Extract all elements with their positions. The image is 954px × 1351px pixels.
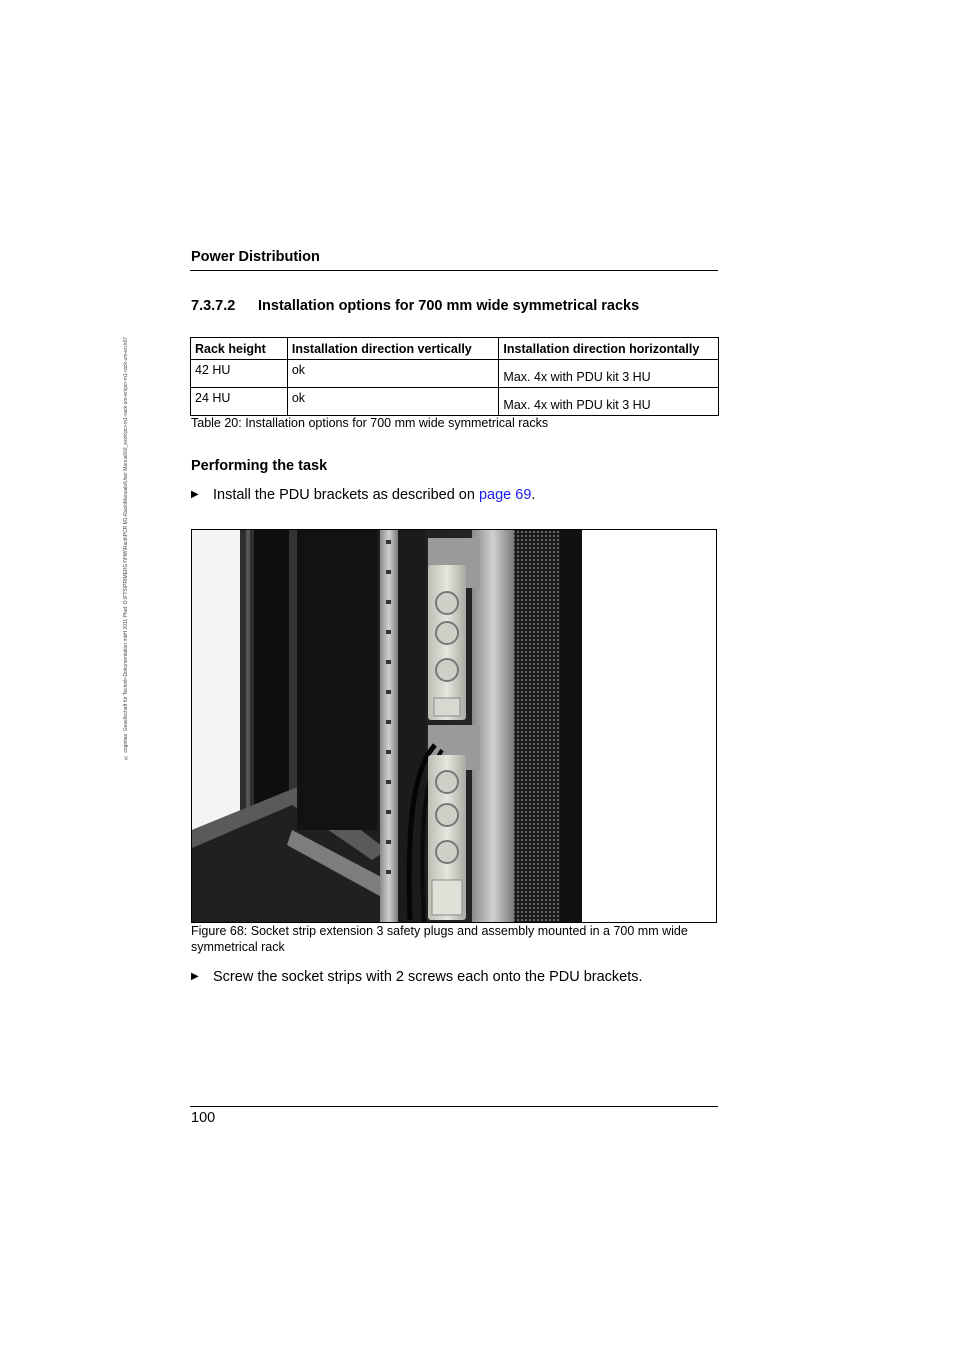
table-cell: ok <box>287 360 499 388</box>
step-text: Install the PDU brackets as described on <box>213 487 479 503</box>
table-cell: 42 HU <box>191 360 288 388</box>
footer-rule <box>190 1106 718 1107</box>
bullet-arrow-icon: ▶ <box>191 489 199 500</box>
step-screw-strips <box>191 969 643 985</box>
bullet-arrow-icon: ▶ <box>191 971 199 982</box>
side-path-note: © cognitas. Gesellschaft für Technik-Dokumentation mbH 2011 Pfad: O:\FTS\PRIMERGY\HW\Rack\PCR M1-Rack\Manuals\User Manual\02_work\pcr-m1-rack-um-en\pcr-m1-rack-um-en.k07 <box>123 336 129 760</box>
section-title: Installation options for 700 mm wide symmetrical racks <box>258 298 640 314</box>
header-rule <box>190 270 718 271</box>
table-cell: Max. 4x with PDU kit 3 HU <box>499 388 719 416</box>
table-row <box>191 360 719 388</box>
table-header-cell: Installation direction horizontally <box>499 338 719 360</box>
table-cell: 24 HU <box>191 388 288 416</box>
running-header-title: Power Distribution <box>191 249 320 265</box>
page-link[interactable]: page 69 <box>478 487 532 503</box>
table-cell: Max. 4x with PDU kit 3 HU <box>499 360 719 388</box>
section-heading <box>191 298 639 314</box>
table-cell: ok <box>287 388 499 416</box>
installation-options-table <box>190 337 719 416</box>
figure-caption: Figure 68: Socket strip extension 3 safety plugs and assembly mounted in a 700 mm wide symmetrical rack <box>191 924 688 954</box>
step-install-brackets <box>191 487 535 503</box>
section-number: 7.3.7.2 <box>191 298 236 314</box>
task-heading: Performing the task <box>191 458 328 474</box>
page-number: 100 <box>191 1110 216 1126</box>
rack-photo <box>191 529 717 923</box>
rack-photo-illustration <box>192 530 717 923</box>
table-row <box>191 388 719 416</box>
step-text: Screw the socket strips with 2 screws each onto the PDU brackets. <box>213 969 643 985</box>
table-header-row <box>191 338 719 360</box>
table-header-cell: Rack height <box>191 338 288 360</box>
table-header-cell: Installation direction vertically <box>287 338 499 360</box>
step-text-suffix: . <box>531 487 536 503</box>
table-caption: Table 20: Installation options for 700 mm wide symmetrical racks <box>191 416 549 430</box>
